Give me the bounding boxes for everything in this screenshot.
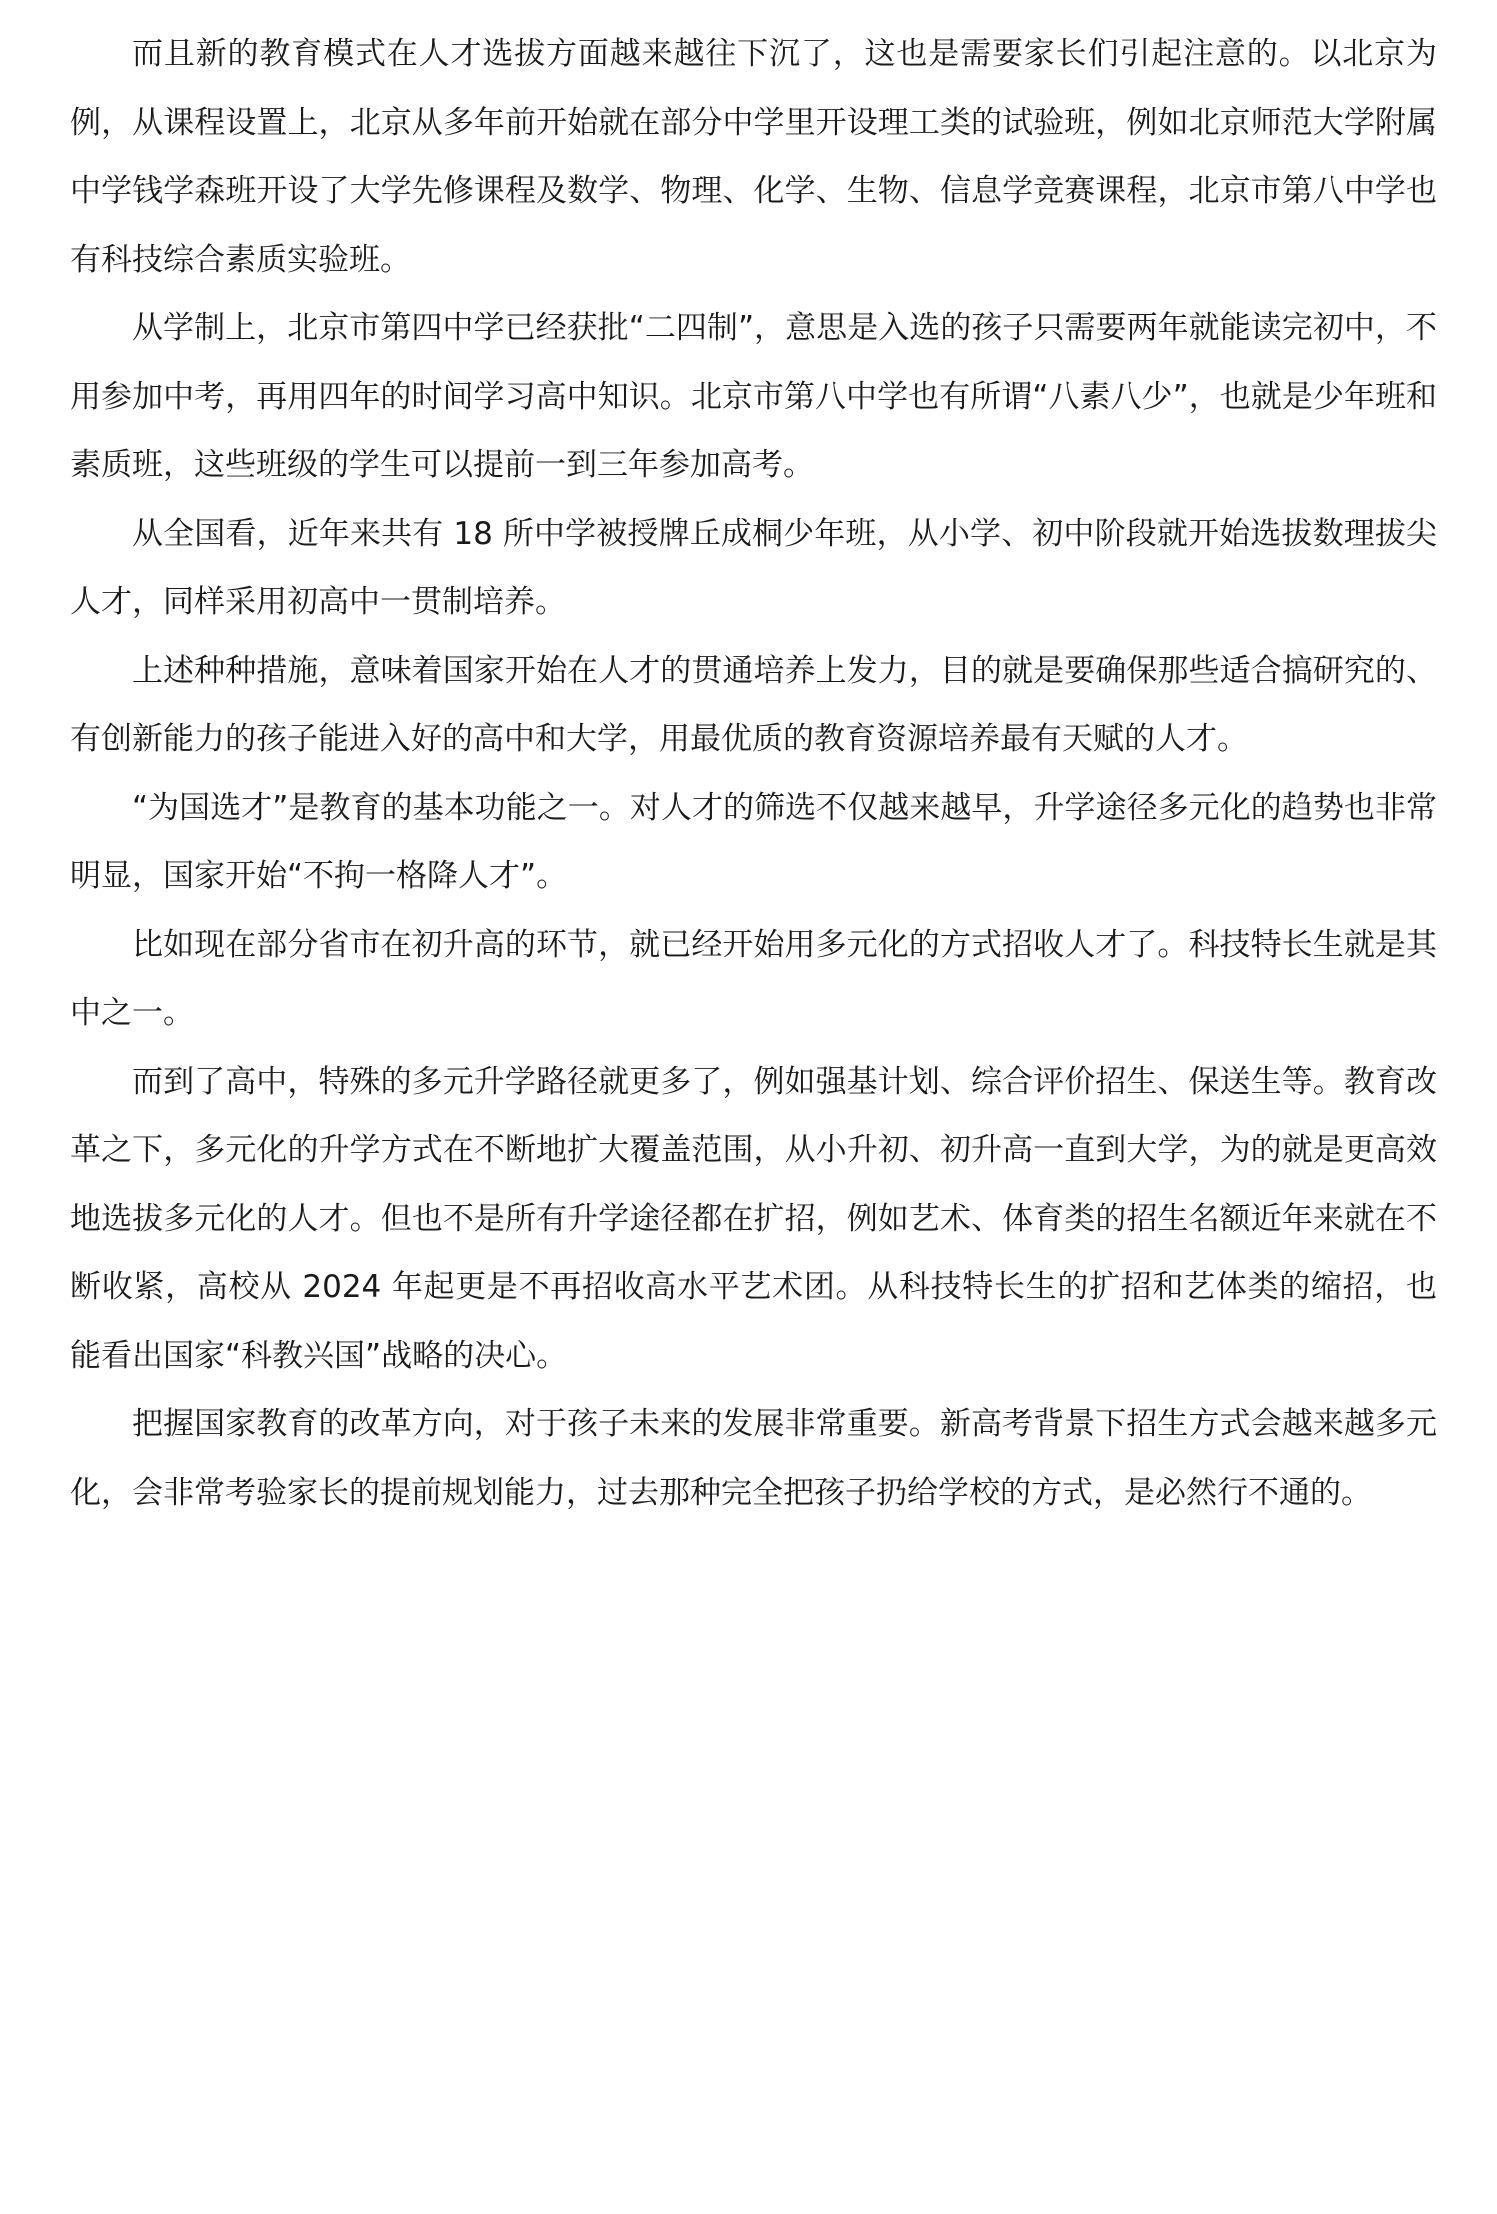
paragraph-5: “为国选才”是教育的基本功能之一。对人才的筛选不仅越来越早，升学途径多元化的趋势也非常明显，国家开始“不拘一格降人才”。 <box>70 789 1437 894</box>
paragraph-6: 比如现在部分省市在初升高的环节，就已经开始用多元化的方式招收人才了。科技特长生就是其中之一。 <box>70 926 1437 1031</box>
paragraph-7: 而到了高中，特殊的多元升学路径就更多了，例如强基计划、综合评价招生、保送生等。教育改革之下，多元化的升学方式在不断地扩大覆盖范围，从小升初、初升高一直到大学，为的就是更高效地选拔多元化的人才。但也不是所有升学途径都在扩招，例如艺术、体育类的招生名额近年来就在不断收紧，高校从 2024 年起更是不再招收高水平艺术团。从科技特长生的扩招和艺体类的缩招，也能看出国家“科教兴国”战略的决心。 <box>70 1063 1437 1374</box>
paragraph-2: 从学制上，北京市第四中学已经获批“二四制”，意思是入选的孩子只需要两年就能读完初中，不用参加中考，再用四年的时间学习高中知识。北京市第八中学也有所谓“八素八少”，也就是少年班和素质班，这些班级的学生可以提前一到三年参加高考。 <box>70 310 1437 483</box>
paragraph-4: 上述种种措施，意味着国家开始在人才的贯通培养上发力，目的就是要确保那些适合搞研究的、有创新能力的孩子能进入好的高中和大学，用最优质的教育资源培养最有天赋的人才。 <box>70 652 1437 757</box>
paragraph-3: 从全国看，近年来共有 18 所中学被授牌丘成桐少年班，从小学、初中阶段就开始选拔数理拔尖人才，同样采用初高中一贯制培养。 <box>70 515 1437 620</box>
article-body <box>70 20 1437 1527</box>
paragraph-8: 把握国家教育的改革方向，对于孩子未来的发展非常重要。新高考背景下招生方式会越来越多元化，会非常考验家长的提前规划能力，过去那种完全把孩子扔给学校的方式，是必然行不通的。 <box>70 1406 1437 1511</box>
paragraph-1: 而且新的教育模式在人才选拔方面越来越往下沉了，这也是需要家长们引起注意的。以北京为例，从课程设置上，北京从多年前开始就在部分中学里开设理工类的试验班，例如北京师范大学附属中学钱学森班开设了大学先修课程及数学、物理、化学、生物、信息学竞赛课程，北京市第八中学也有科技综合素质实验班。 <box>70 36 1437 278</box>
